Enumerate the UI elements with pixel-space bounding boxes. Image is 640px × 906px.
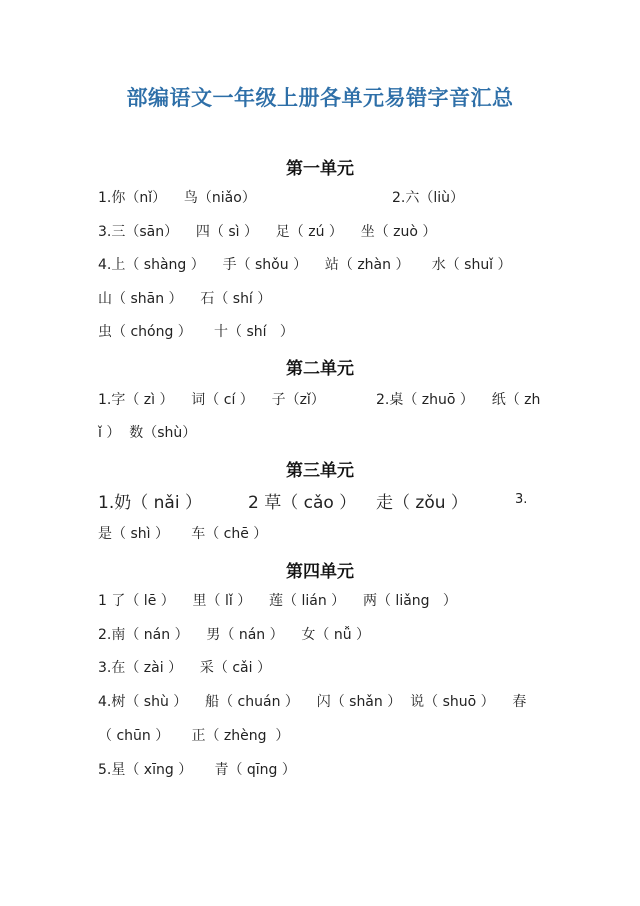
unit-line: 是（ shì ） 车（ chē ） (98, 526, 268, 542)
unit-line: 3. (515, 492, 528, 507)
unit-line: 4.树（ shù ） 船（ chuán ） 闪（ shǎn ） 说（ shuō ） 春 (98, 694, 527, 710)
unit-heading: 第一单元 (286, 159, 354, 179)
unit-line: 1.奶（ nǎi ） (98, 493, 202, 513)
unit-line: 虫（ chóng ） 十（ shí ） (98, 324, 294, 340)
unit-line: 2.南（ nán ） 男（ nán ） 女（ nǚ ） (98, 627, 371, 643)
unit-line: 山（ shān ） 石（ shí ） (98, 291, 272, 307)
unit-line: 4.上（ shàng ） 手（ shǒu ） 站（ zhàn ） 水（ shuǐ ） (98, 257, 512, 273)
unit-line: 1 了（ lē ） 里（ lǐ ） 莲（ lián ） 两（ liǎng ） (98, 593, 457, 609)
unit-heading: 第四单元 (286, 562, 354, 582)
unit-line: （ chūn ） 正（ zhèng ） (98, 728, 290, 744)
document-title: 部编语文一年级上册各单元易错字音汇总 (126, 86, 514, 110)
unit-line: 2.桌（ zhuō ） 纸（ zh (376, 392, 541, 408)
unit-heading: 第三单元 (286, 461, 354, 481)
unit-line: 3.三（sān） 四（ sì ） 足（ zú ） 坐（ zuò ） (98, 224, 437, 240)
unit-line: 2 草（ cǎo ） (248, 493, 357, 513)
unit-line: 1.字（ zì ） 词（ cí ） 子（zǐ） (98, 392, 325, 408)
unit-line: 3.在（ zài ） 采（ cǎi ） (98, 660, 271, 676)
unit-line: 走（ zǒu ） (376, 493, 468, 513)
unit-line: 1.你（nǐ） 鸟（niǎo） (98, 190, 256, 206)
unit-heading: 第二单元 (286, 359, 354, 379)
unit-line: 2.六（liù） (392, 190, 465, 206)
unit-line: ǐ ） 数（shù） (98, 425, 197, 441)
unit-line: 5.星（ xīng ） 青（ qīng ） (98, 762, 296, 778)
